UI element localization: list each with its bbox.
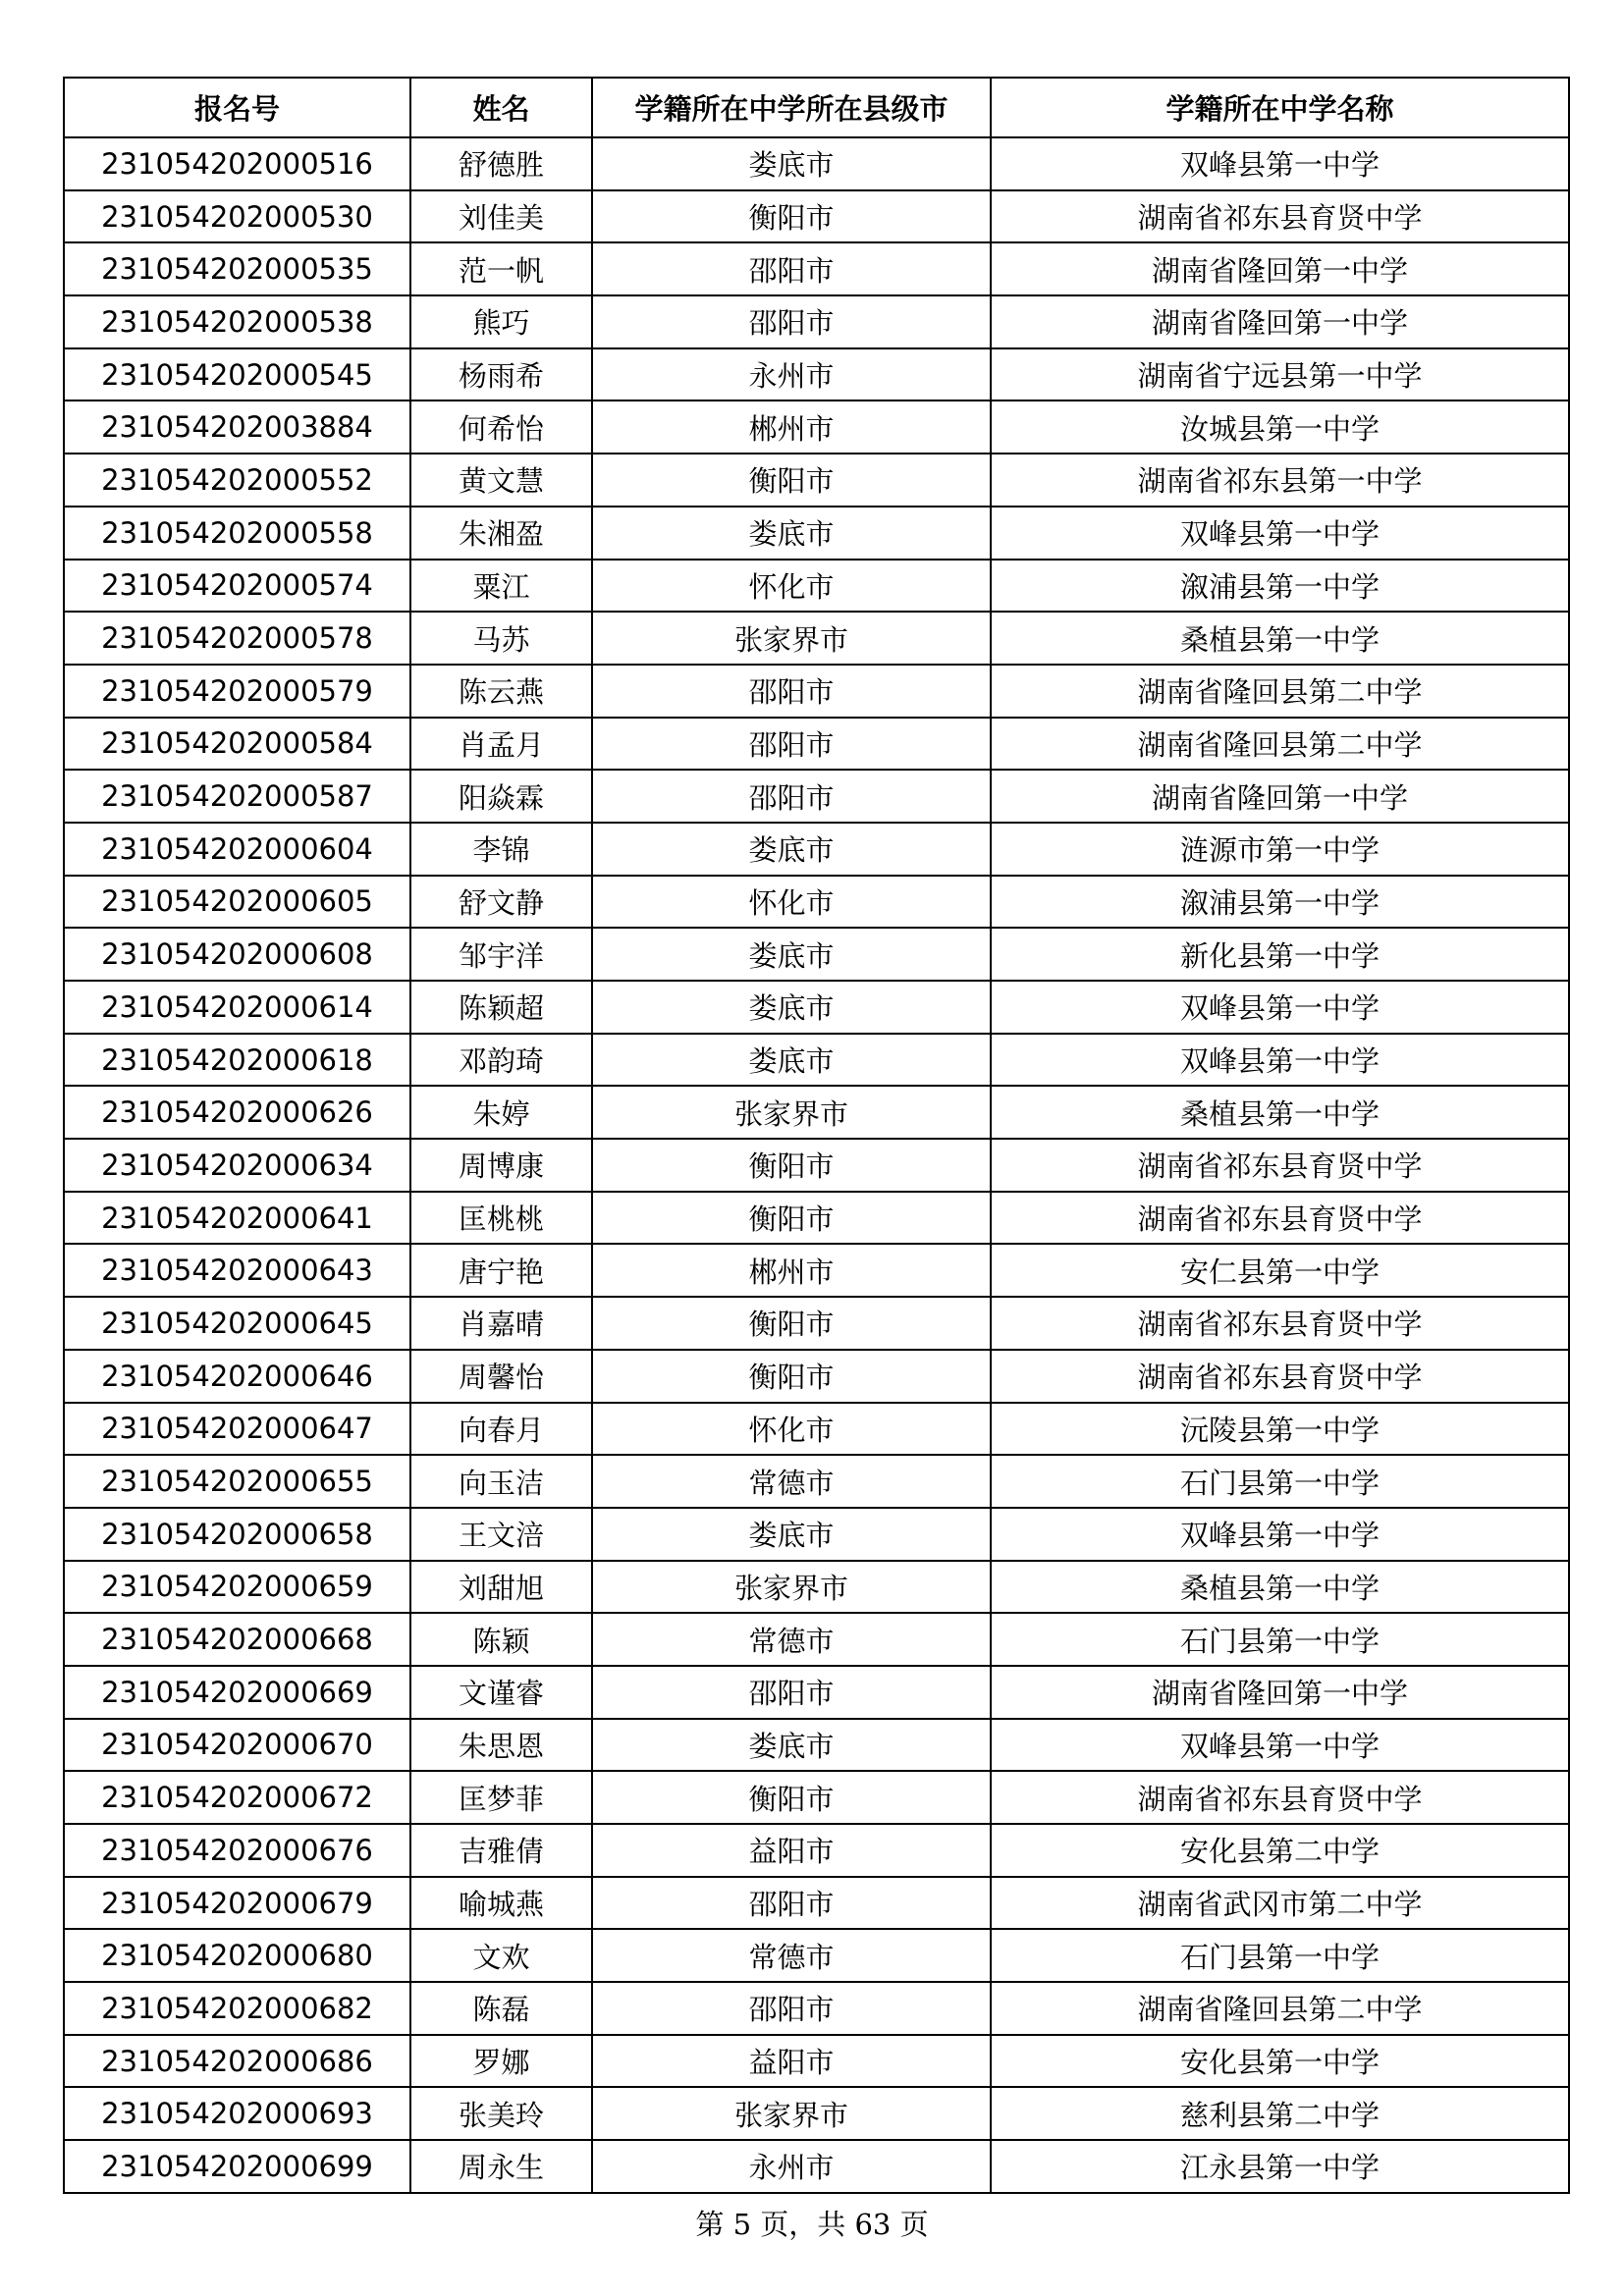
school-name-cell: 双峰县第一中学 [991, 1034, 1569, 1087]
student-name-cell: 何希怡 [410, 400, 592, 454]
student-name-cell: 吉雅倩 [410, 1824, 592, 1877]
school-city-cell: 衡阳市 [592, 454, 991, 507]
school-name-cell: 安化县第一中学 [991, 2035, 1569, 2088]
school-name-cell: 石门县第一中学 [991, 1455, 1569, 1508]
registration-number-cell: 231054202003884 [64, 400, 410, 454]
school-city-cell: 娄底市 [592, 823, 991, 876]
registration-number-cell: 231054202000669 [64, 1666, 410, 1719]
school-name-cell: 双峰县第一中学 [991, 1719, 1569, 1772]
student-name-cell: 朱湘盈 [410, 507, 592, 560]
school-city-cell: 张家界市 [592, 2087, 991, 2140]
registration-number-cell: 231054202000699 [64, 2140, 410, 2193]
school-city-cell: 永州市 [592, 348, 991, 401]
school-name-cell: 江永县第一中学 [991, 2140, 1569, 2193]
registration-number-cell: 231054202000587 [64, 770, 410, 823]
student-name-cell: 肖孟月 [410, 718, 592, 771]
school-name-cell: 溆浦县第一中学 [991, 560, 1569, 613]
roster-sheet [63, 77, 1568, 2194]
school-name-cell: 安化县第二中学 [991, 1824, 1569, 1877]
student-name-cell: 粟江 [410, 560, 592, 613]
student-name-cell: 肖嘉晴 [410, 1297, 592, 1350]
student-name-cell: 阳焱霖 [410, 770, 592, 823]
student-name-cell: 喻城燕 [410, 1877, 592, 1930]
school-city-cell: 张家界市 [592, 1561, 991, 1614]
school-name-cell: 湖南省隆回第一中学 [991, 242, 1569, 295]
table-row [64, 1666, 1569, 1719]
table-row [64, 190, 1569, 243]
student-name-cell: 舒德胜 [410, 137, 592, 190]
school-city-cell: 常德市 [592, 1455, 991, 1508]
school-name-cell: 湖南省祁东县育贤中学 [991, 190, 1569, 243]
student-name-cell: 朱婷 [410, 1086, 592, 1139]
header-row [64, 78, 1569, 137]
school-city-cell: 衡阳市 [592, 1297, 991, 1350]
school-name-cell: 湖南省宁远县第一中学 [991, 348, 1569, 401]
school-name-cell: 湖南省隆回第一中学 [991, 295, 1569, 348]
student-name-cell: 向春月 [410, 1403, 592, 1456]
registration-number-cell: 231054202000626 [64, 1086, 410, 1139]
table-row [64, 1350, 1569, 1403]
student-name-cell: 舒文静 [410, 876, 592, 929]
table-row [64, 1929, 1569, 1982]
student-name-cell: 刘佳美 [410, 190, 592, 243]
registration-number-cell: 231054202000614 [64, 981, 410, 1034]
school-city-cell: 娄底市 [592, 1508, 991, 1561]
school-city-cell: 衡阳市 [592, 1350, 991, 1403]
registration-number-cell: 231054202000605 [64, 876, 410, 929]
school-city-cell: 娄底市 [592, 928, 991, 981]
school-name-cell: 湖南省祁东县育贤中学 [991, 1192, 1569, 1245]
table-row [64, 2035, 1569, 2088]
student-name-cell: 马苏 [410, 612, 592, 665]
school-city-cell: 邵阳市 [592, 770, 991, 823]
registration-number-cell: 231054202000670 [64, 1719, 410, 1772]
school-city-cell: 娄底市 [592, 981, 991, 1034]
school-city-cell: 衡阳市 [592, 1771, 991, 1824]
table-row [64, 928, 1569, 981]
registration-number-cell: 231054202000641 [64, 1192, 410, 1245]
student-name-cell: 张美玲 [410, 2087, 592, 2140]
table-row [64, 2140, 1569, 2193]
registration-number-cell: 231054202000646 [64, 1350, 410, 1403]
registration-number-cell: 231054202000578 [64, 612, 410, 665]
table-row [64, 1719, 1569, 1772]
school-name-cell: 涟源市第一中学 [991, 823, 1569, 876]
student-name-cell: 朱思恩 [410, 1719, 592, 1772]
table-row [64, 348, 1569, 401]
student-name-cell: 陈磊 [410, 1982, 592, 2035]
table-row [64, 876, 1569, 929]
admission-roster-table [63, 77, 1570, 2194]
student-name-cell: 陈颖 [410, 1613, 592, 1666]
school-city-cell: 邵阳市 [592, 1877, 991, 1930]
student-name-cell: 范一帆 [410, 242, 592, 295]
table-header [64, 78, 1569, 137]
school-city-cell: 益阳市 [592, 2035, 991, 2088]
registration-number-cell: 231054202000535 [64, 242, 410, 295]
registration-number-cell: 231054202000579 [64, 665, 410, 718]
registration-number-cell: 231054202000679 [64, 1877, 410, 1930]
student-name-cell: 邹宇洋 [410, 928, 592, 981]
header-registration-number: 报名号 [64, 78, 410, 137]
page-number-footer: 第 5 页，共 63 页 [695, 2208, 929, 2241]
school-name-cell: 慈利县第二中学 [991, 2087, 1569, 2140]
registration-number-cell: 231054202000604 [64, 823, 410, 876]
table-row [64, 1561, 1569, 1614]
school-city-cell: 郴州市 [592, 1244, 991, 1297]
table-row [64, 1982, 1569, 2035]
registration-number-cell: 231054202000680 [64, 1929, 410, 1982]
table-row [64, 2087, 1569, 2140]
student-name-cell: 邓韵琦 [410, 1034, 592, 1087]
registration-number-cell: 231054202000530 [64, 190, 410, 243]
school-city-cell: 衡阳市 [592, 190, 991, 243]
school-city-cell: 娄底市 [592, 137, 991, 190]
registration-number-cell: 231054202000545 [64, 348, 410, 401]
table-row [64, 1192, 1569, 1245]
school-city-cell: 常德市 [592, 1929, 991, 1982]
student-name-cell: 周馨怡 [410, 1350, 592, 1403]
table-row [64, 770, 1569, 823]
table-row [64, 612, 1569, 665]
school-name-cell: 石门县第一中学 [991, 1613, 1569, 1666]
student-name-cell: 唐宁艳 [410, 1244, 592, 1297]
registration-number-cell: 231054202000608 [64, 928, 410, 981]
school-name-cell: 双峰县第一中学 [991, 1508, 1569, 1561]
registration-number-cell: 231054202000643 [64, 1244, 410, 1297]
table-row [64, 1139, 1569, 1192]
table-row [64, 1824, 1569, 1877]
school-city-cell: 永州市 [592, 2140, 991, 2193]
table-row [64, 295, 1569, 348]
table-row [64, 1034, 1569, 1087]
school-name-cell: 湖南省祁东县育贤中学 [991, 1139, 1569, 1192]
student-name-cell: 刘甜旭 [410, 1561, 592, 1614]
student-name-cell: 周永生 [410, 2140, 592, 2193]
school-city-cell: 常德市 [592, 1613, 991, 1666]
school-name-cell: 双峰县第一中学 [991, 137, 1569, 190]
table-row [64, 1455, 1569, 1508]
school-name-cell: 桑植县第一中学 [991, 1086, 1569, 1139]
student-name-cell: 向玉洁 [410, 1455, 592, 1508]
table-row [64, 454, 1569, 507]
school-city-cell: 娄底市 [592, 507, 991, 560]
school-city-cell: 怀化市 [592, 876, 991, 929]
header-name: 姓名 [410, 78, 592, 137]
registration-number-cell: 231054202000516 [64, 137, 410, 190]
registration-number-cell: 231054202000647 [64, 1403, 410, 1456]
student-name-cell: 陈颖超 [410, 981, 592, 1034]
table-row [64, 1244, 1569, 1297]
header-school-name: 学籍所在中学名称 [991, 78, 1569, 137]
school-name-cell: 新化县第一中学 [991, 928, 1569, 981]
registration-number-cell: 231054202000686 [64, 2035, 410, 2088]
table-row [64, 718, 1569, 771]
registration-number-cell: 231054202000645 [64, 1297, 410, 1350]
student-name-cell: 匡梦菲 [410, 1771, 592, 1824]
school-city-cell: 郴州市 [592, 400, 991, 454]
school-city-cell: 邵阳市 [592, 242, 991, 295]
student-name-cell: 王文涪 [410, 1508, 592, 1561]
school-name-cell: 湖南省祁东县育贤中学 [991, 1771, 1569, 1824]
table-row [64, 137, 1569, 190]
table-row [64, 242, 1569, 295]
school-name-cell: 桑植县第一中学 [991, 612, 1569, 665]
registration-number-cell: 231054202000682 [64, 1982, 410, 2035]
registration-number-cell: 231054202000552 [64, 454, 410, 507]
table-row [64, 1877, 1569, 1930]
school-city-cell: 衡阳市 [592, 1139, 991, 1192]
school-city-cell: 张家界市 [592, 1086, 991, 1139]
table-row [64, 1403, 1569, 1456]
registration-number-cell: 231054202000558 [64, 507, 410, 560]
school-city-cell: 娄底市 [592, 1719, 991, 1772]
school-name-cell: 双峰县第一中学 [991, 981, 1569, 1034]
student-name-cell: 匡桃桃 [410, 1192, 592, 1245]
registration-number-cell: 231054202000658 [64, 1508, 410, 1561]
registration-number-cell: 231054202000659 [64, 1561, 410, 1614]
registration-number-cell: 231054202000668 [64, 1613, 410, 1666]
table-row [64, 560, 1569, 613]
school-name-cell: 安仁县第一中学 [991, 1244, 1569, 1297]
table-body [64, 137, 1569, 2193]
school-name-cell: 湖南省祁东县第一中学 [991, 454, 1569, 507]
school-city-cell: 张家界市 [592, 612, 991, 665]
student-name-cell: 周博康 [410, 1139, 592, 1192]
student-name-cell: 文谨睿 [410, 1666, 592, 1719]
school-city-cell: 怀化市 [592, 560, 991, 613]
school-name-cell: 桑植县第一中学 [991, 1561, 1569, 1614]
school-name-cell: 湖南省隆回第一中学 [991, 1666, 1569, 1719]
student-name-cell: 罗娜 [410, 2035, 592, 2088]
table-row [64, 1297, 1569, 1350]
registration-number-cell: 231054202000672 [64, 1771, 410, 1824]
student-name-cell: 熊巧 [410, 295, 592, 348]
student-name-cell: 李锦 [410, 823, 592, 876]
registration-number-cell: 231054202000584 [64, 718, 410, 771]
student-name-cell: 黄文慧 [410, 454, 592, 507]
school-name-cell: 溆浦县第一中学 [991, 876, 1569, 929]
registration-number-cell: 231054202000655 [64, 1455, 410, 1508]
registration-number-cell: 231054202000574 [64, 560, 410, 613]
registration-number-cell: 231054202000693 [64, 2087, 410, 2140]
registration-number-cell: 231054202000618 [64, 1034, 410, 1087]
school-city-cell: 邵阳市 [592, 1666, 991, 1719]
school-name-cell: 汝城县第一中学 [991, 400, 1569, 454]
table-row [64, 400, 1569, 454]
school-city-cell: 邵阳市 [592, 295, 991, 348]
school-city-cell: 衡阳市 [592, 1192, 991, 1245]
table-row [64, 1086, 1569, 1139]
table-row [64, 981, 1569, 1034]
table-row [64, 823, 1569, 876]
school-name-cell: 湖南省隆回第一中学 [991, 770, 1569, 823]
table-row [64, 1771, 1569, 1824]
school-name-cell: 湖南省祁东县育贤中学 [991, 1350, 1569, 1403]
registration-number-cell: 231054202000634 [64, 1139, 410, 1192]
school-name-cell: 双峰县第一中学 [991, 507, 1569, 560]
registration-number-cell: 231054202000538 [64, 295, 410, 348]
school-city-cell: 怀化市 [592, 1403, 991, 1456]
school-name-cell: 湖南省隆回县第二中学 [991, 718, 1569, 771]
school-city-cell: 益阳市 [592, 1824, 991, 1877]
school-name-cell: 湖南省武冈市第二中学 [991, 1877, 1569, 1930]
school-city-cell: 娄底市 [592, 1034, 991, 1087]
table-row [64, 1613, 1569, 1666]
school-name-cell: 湖南省隆回县第二中学 [991, 1982, 1569, 2035]
student-name-cell: 杨雨希 [410, 348, 592, 401]
school-name-cell: 沅陵县第一中学 [991, 1403, 1569, 1456]
school-city-cell: 邵阳市 [592, 1982, 991, 2035]
school-name-cell: 湖南省祁东县育贤中学 [991, 1297, 1569, 1350]
school-name-cell: 湖南省隆回县第二中学 [991, 665, 1569, 718]
table-row [64, 1508, 1569, 1561]
table-row [64, 665, 1569, 718]
student-name-cell: 陈云燕 [410, 665, 592, 718]
table-row [64, 507, 1569, 560]
school-city-cell: 邵阳市 [592, 665, 991, 718]
school-city-cell: 邵阳市 [592, 718, 991, 771]
student-name-cell: 文欢 [410, 1929, 592, 1982]
header-school-city: 学籍所在中学所在县级市 [592, 78, 991, 137]
registration-number-cell: 231054202000676 [64, 1824, 410, 1877]
school-name-cell: 石门县第一中学 [991, 1929, 1569, 1982]
